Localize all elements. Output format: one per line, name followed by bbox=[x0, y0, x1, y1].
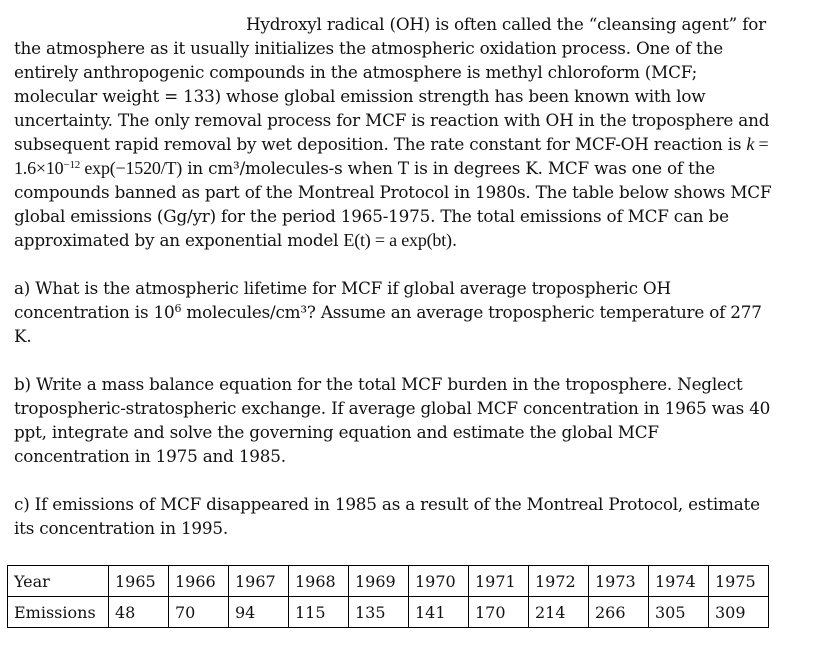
year-cell: 1969 bbox=[349, 566, 409, 597]
question-a bbox=[14, 276, 774, 348]
question-c: c) If emissions of MCF disappeared in 1985 as a result of the Montreal Protocol, estimate its concentration in 1995. bbox=[14, 494, 760, 538]
emission-cell: 70 bbox=[169, 597, 229, 628]
rate-exponent: −12 bbox=[63, 159, 81, 171]
rate-k-symbol: k bbox=[746, 134, 755, 154]
emission-cell: 170 bbox=[469, 597, 529, 628]
year-cell: 1973 bbox=[589, 566, 649, 597]
year-cell: 1974 bbox=[649, 566, 709, 597]
emissions-row-label: Emissions bbox=[8, 597, 109, 628]
intro-paragraph bbox=[14, 12, 774, 252]
emission-cell: 309 bbox=[709, 597, 769, 628]
year-cell: 1972 bbox=[529, 566, 589, 597]
emissions-table bbox=[7, 565, 769, 628]
emission-cell: 135 bbox=[349, 597, 409, 628]
question-b: b) Write a mass balance equation for the total MCF burden in the troposphere. Neglect tropospheric-stratospheric exchange. If average global MCF concentration in 1965 was 40 ppt, integrate and solve the governing equation and estimate the global MCF concentration in 1975 and 1985. bbox=[14, 374, 771, 466]
intro-text-3: . bbox=[451, 230, 457, 250]
emission-cell: 266 bbox=[589, 597, 649, 628]
emissions-row bbox=[8, 597, 769, 628]
rate-coefficient: = 1.6×10 bbox=[14, 134, 769, 178]
emission-cell: 305 bbox=[649, 597, 709, 628]
year-cell: 1966 bbox=[169, 566, 229, 597]
year-cell: 1965 bbox=[109, 566, 169, 597]
intro-text-2: in cm³/molecules-s when T is in degrees K. MCF was one of the compounds banned as part of the Montreal Protocol in 1980s. The table below shows MCF global emissions (Gg/yr) for the period 1965-1975. The total emissions of MCF can be approximated by an exponential model bbox=[14, 158, 772, 250]
question-a-exponent: 6 bbox=[174, 302, 182, 315]
year-cell: 1970 bbox=[409, 566, 469, 597]
year-cell: 1975 bbox=[709, 566, 769, 597]
rate-exp-term: exp(−1520/T) bbox=[80, 158, 183, 178]
emission-model-equation: E(t) = a exp(bt) bbox=[343, 230, 452, 250]
emission-cell: 115 bbox=[289, 597, 349, 628]
year-cell: 1967 bbox=[229, 566, 289, 597]
year-row-label: Year bbox=[8, 566, 109, 597]
emission-cell: 94 bbox=[229, 597, 289, 628]
year-row bbox=[8, 566, 769, 597]
question-a-text-2: molecules/cm³? Assume an average tropospheric temperature of 277 K. bbox=[14, 302, 762, 346]
problem-text bbox=[14, 12, 774, 540]
year-cell: 1968 bbox=[289, 566, 349, 597]
emission-cell: 48 bbox=[109, 597, 169, 628]
emission-cell: 214 bbox=[529, 597, 589, 628]
question-a-text-1: a) What is the atmospheric lifetime for MCF if global average tropospheric OH concentration is 10 bbox=[14, 278, 671, 322]
intro-text-1: Hydroxyl radical (OH) is often called the “cleansing agent” for the atmosphere as it usually initializes the atmospheric oxidation process. One of the entirely anthropogenic compounds in the atmosphere is methyl chloroform (MCF; molecular weight = 133) whose global emission strength has been known with low uncertainty. The only removal process for MCF is reaction with OH in the troposphere and subsequent rapid removal by wet deposition. The rate constant for MCF-OH reaction is bbox=[14, 14, 770, 154]
year-cell: 1971 bbox=[469, 566, 529, 597]
emission-cell: 141 bbox=[409, 597, 469, 628]
